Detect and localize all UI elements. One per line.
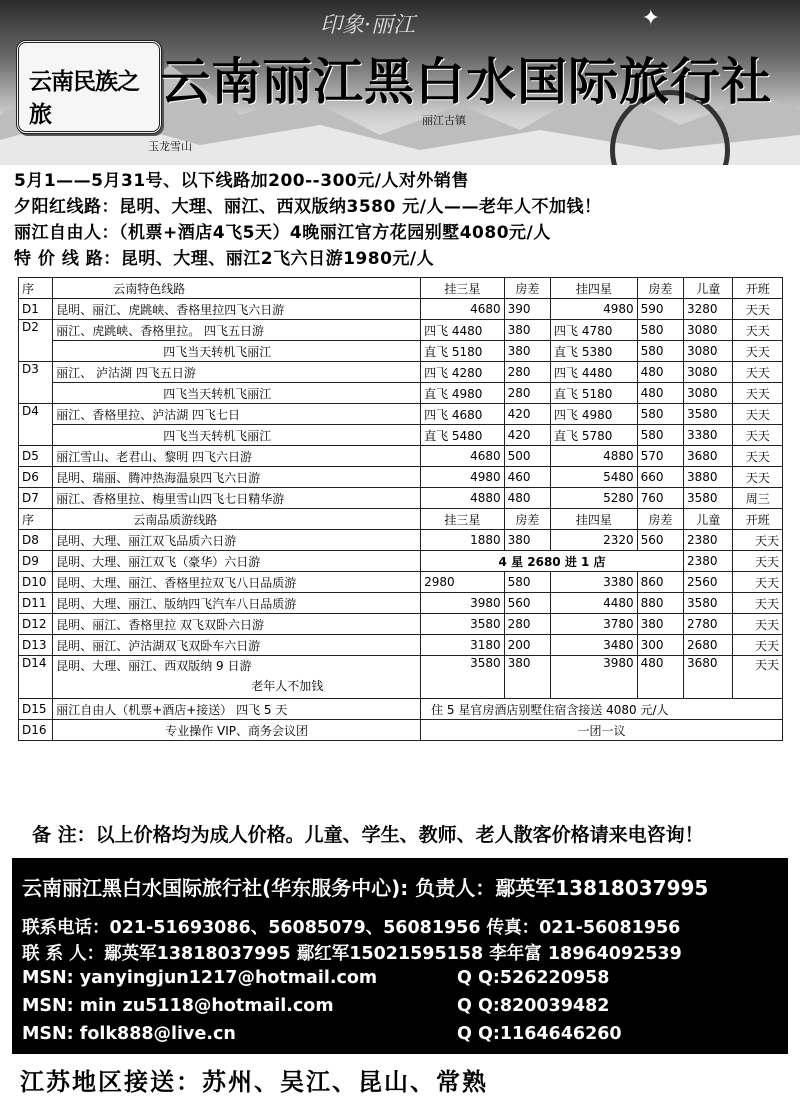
cell: 280 [504, 614, 550, 635]
cell: 560 [504, 593, 550, 614]
cell: 天天 [733, 635, 783, 656]
row-code: D16 [19, 720, 53, 741]
page-title: 云南丽江黑白水国际旅行社 [160, 52, 772, 111]
cell: 直飞 4980 [421, 383, 505, 404]
contacts-line: 联 系 人：鄢英军13818037995 鄢红军15021595158 李年富 18964092539 [22, 944, 682, 964]
row-route: 四飞当天转机飞丽江 [53, 425, 421, 446]
cell: 280 [504, 383, 550, 404]
row-code: D10 [19, 572, 53, 593]
pickup-area: 江苏地区接送：苏州、吴江、昆山、常熟 [20, 1068, 488, 1096]
remark: 备 注：以上价格均为成人价格。儿童、学生、教师、老人散客价格请来电咨询！ [32, 824, 704, 846]
table-row [19, 720, 783, 741]
cell: 5280 [551, 488, 638, 509]
cell: 天天 [733, 614, 783, 635]
cell: 天天 [733, 551, 783, 572]
cell: 590 [637, 299, 683, 320]
row-route: 昆明、丽江、泸沽湖双飞双卧车六日游 [53, 635, 421, 656]
cell: 570 [637, 446, 683, 467]
route-line: 昆明、大理、丽江、西双版纳 9 日游 [56, 659, 252, 673]
header-cell: 房差 [504, 278, 550, 299]
cell: 天天 [733, 383, 783, 404]
msn-2: MSN: min zu5118@hotmail.com [22, 996, 334, 1016]
cell: 380 [504, 530, 550, 551]
cell: 2780 [684, 614, 733, 635]
cell: 380 [504, 341, 550, 362]
cell: 3580 [421, 614, 505, 635]
header-cell: 挂四星 [551, 509, 638, 530]
cell: 380 [637, 614, 683, 635]
row-code: D2 [19, 320, 53, 362]
cell: 580 [504, 572, 550, 593]
row-code: D4 [19, 404, 53, 446]
row-route: 丽江、香格里拉、梅里雪山四飞七日精华游 [53, 488, 421, 509]
cell: 天天 [733, 425, 783, 446]
table-row [19, 614, 783, 635]
row-route: 丽江自由人（机票+酒店+接送） 四飞 5 天 [53, 699, 421, 720]
row-code: D14 [19, 656, 53, 699]
row-route: 昆明、丽江、香格里拉 双飞双卧六日游 [53, 614, 421, 635]
row-code: D7 [19, 488, 53, 509]
row-route: 昆明、大理、丽江、版纳四飞汽车八日品质游 [53, 593, 421, 614]
cell: 4 星 2680 进 1 店 [421, 551, 684, 572]
row-route: 昆明、大理、丽江双飞品质六日游 [53, 530, 421, 551]
cell: 3680 [684, 656, 733, 699]
row-route: 昆明、大理、丽江、香格里拉双飞八日品质游 [53, 572, 421, 593]
row-route: 丽江、 泸沽湖 四飞五日游 [53, 362, 421, 383]
caption-yulong: 玉龙雪山 [148, 140, 192, 153]
promo-line-1: 5月1——5月31号、以下线路加200--300元/人对外销售 [14, 171, 469, 191]
qq-1: Q Q:526220958 [457, 968, 610, 988]
header-cell: 开班 [733, 509, 783, 530]
cell: 直飞 5380 [551, 341, 638, 362]
cell: 580 [637, 425, 683, 446]
cell: 4980 [421, 467, 505, 488]
row-route: 昆明、瑞丽、腾冲热海温泉四飞六日游 [53, 467, 421, 488]
cell: 天天 [733, 530, 783, 551]
cell: 3380 [684, 425, 733, 446]
table-row [19, 572, 783, 593]
route-note: 老年人不加钱 [251, 679, 324, 693]
header-cell: 开班 [733, 278, 783, 299]
cell: 3580 [684, 404, 733, 425]
cell: 3880 [684, 467, 733, 488]
table-row [19, 362, 783, 383]
table-row [19, 593, 783, 614]
table-row [19, 446, 783, 467]
cell: 860 [637, 572, 683, 593]
table-row [19, 383, 783, 404]
cell: 四飞 4280 [421, 362, 505, 383]
cell: 5480 [551, 467, 638, 488]
cell: 4880 [421, 488, 505, 509]
cell: 3480 [551, 635, 638, 656]
table-row [19, 425, 783, 446]
table-row [19, 699, 783, 720]
cell: 3180 [421, 635, 505, 656]
cell: 760 [637, 488, 683, 509]
cell: 四飞 4680 [421, 404, 505, 425]
row-route: 四飞当天转机飞丽江 [53, 341, 421, 362]
cell: 200 [504, 635, 550, 656]
cell: 880 [637, 593, 683, 614]
cell: 四飞 4780 [551, 320, 638, 341]
row-route: 丽江雪山、老君山、黎明 四飞六日游 [53, 446, 421, 467]
cell: 4980 [551, 299, 638, 320]
table-header [19, 278, 783, 299]
header-cell: 云南品质游线路 [53, 509, 421, 530]
cell: 560 [637, 530, 683, 551]
header-cell: 房差 [637, 509, 683, 530]
qq-2: Q Q:820039482 [457, 996, 610, 1016]
cell: 280 [504, 362, 550, 383]
badge-scroll [16, 40, 162, 134]
row-code: D13 [19, 635, 53, 656]
table-row [19, 551, 783, 572]
cell: 2320 [551, 530, 638, 551]
cell: 天天 [733, 446, 783, 467]
caption-old-town: 丽江古镇 [422, 114, 466, 127]
cell: 580 [637, 320, 683, 341]
cell: 420 [504, 425, 550, 446]
cell: 住 5 星官房酒店别墅住宿含接送 4080 元/人 [421, 699, 783, 720]
cell: 四飞 4980 [551, 404, 638, 425]
row-code: D11 [19, 593, 53, 614]
cell: 3080 [684, 341, 733, 362]
table-row [19, 341, 783, 362]
qq-3: Q Q:1164646260 [457, 1024, 622, 1044]
cell: 480 [504, 488, 550, 509]
row-code: D15 [19, 699, 53, 720]
cell: 四飞 4480 [551, 362, 638, 383]
row-code: D6 [19, 467, 53, 488]
table-row [19, 467, 783, 488]
row-code: D9 [19, 551, 53, 572]
msn-1: MSN: yanyingjun1217@hotmail.com [22, 968, 378, 988]
cell: 天天 [733, 593, 783, 614]
cell: 300 [637, 635, 683, 656]
cell: 580 [637, 341, 683, 362]
cell: 4680 [421, 446, 505, 467]
cell: 480 [637, 383, 683, 404]
cell: 天天 [733, 320, 783, 341]
row-code: D12 [19, 614, 53, 635]
row-route: 昆明、丽江、虎跳峡、香格里拉四飞六日游 [53, 299, 421, 320]
cell: 500 [504, 446, 550, 467]
cell: 1880 [421, 530, 505, 551]
table-header [19, 509, 783, 530]
cell: 直飞 5180 [551, 383, 638, 404]
cell: 4880 [551, 446, 638, 467]
promo-line-4: 特 价 线 路：昆明、大理、丽江2飞六日游1980元/人 [14, 249, 435, 269]
cell: 直飞 5780 [551, 425, 638, 446]
table-row [19, 404, 783, 425]
table-row [19, 530, 783, 551]
cell: 420 [504, 404, 550, 425]
cell: 3280 [684, 299, 733, 320]
cell: 2380 [684, 551, 733, 572]
agency-line: 云南丽江黑白水国际旅行社(华东服务中心): 负责人：鄢英军13818037995 [22, 876, 709, 900]
header-banner [0, 0, 800, 165]
cell: 3680 [684, 446, 733, 467]
row-code: D8 [19, 530, 53, 551]
cell: 天天 [733, 299, 783, 320]
cell: 380 [504, 656, 550, 699]
cell: 3580 [684, 593, 733, 614]
phone-line: 联系电话：021-51693086、56085079、56081956 传真：021-56081956 [22, 918, 681, 938]
cell: 2980 [421, 572, 505, 593]
cell: 3080 [684, 383, 733, 404]
header-cell: 儿童 [684, 278, 733, 299]
table-row [19, 488, 783, 509]
cell: 3380 [551, 572, 638, 593]
cell: 3080 [684, 320, 733, 341]
cell: 3580 [421, 656, 505, 699]
cell: 2380 [684, 530, 733, 551]
header-cell: 挂三星 [421, 278, 505, 299]
row-code: D5 [19, 446, 53, 467]
slogan: 印象·丽江 [320, 13, 415, 38]
cell: 460 [504, 467, 550, 488]
cell: 2680 [684, 635, 733, 656]
header-cell: 序 [19, 278, 53, 299]
cell: 四飞 4480 [421, 320, 505, 341]
cell: 3580 [684, 488, 733, 509]
cell: 周三 [733, 488, 783, 509]
cell: 3780 [551, 614, 638, 635]
cell: 580 [637, 404, 683, 425]
badge-text: 云南民族之旅 [29, 68, 139, 128]
header-cell: 房差 [637, 278, 683, 299]
row-code: D1 [19, 299, 53, 320]
header-cell: 云南特色线路 [53, 278, 421, 299]
msn-3: MSN: folk888@live.cn [22, 1024, 236, 1044]
header-cell: 房差 [504, 509, 550, 530]
row-route: 四飞当天转机飞丽江 [53, 383, 421, 404]
cell: 480 [637, 656, 683, 699]
table-row [19, 656, 783, 699]
cell: 天天 [733, 572, 783, 593]
row-route [53, 656, 421, 699]
promo-line-2: 夕阳红线路：昆明、大理、丽江、西双版纳3580 元/人——老年人不加钱！ [14, 197, 602, 217]
cell: 一团一议 [421, 720, 783, 741]
cell: 天天 [733, 341, 783, 362]
cell: 390 [504, 299, 550, 320]
cell: 直飞 5480 [421, 425, 505, 446]
cell: 直飞 5180 [421, 341, 505, 362]
table-row [19, 320, 783, 341]
row-route: 专业操作 VIP、商务会议团 [53, 720, 421, 741]
row-code: D3 [19, 362, 53, 404]
cell: 380 [504, 320, 550, 341]
cell: 3980 [421, 593, 505, 614]
cell: 3080 [684, 362, 733, 383]
price-table [18, 277, 783, 741]
cell: 天天 [733, 404, 783, 425]
cell: 2560 [684, 572, 733, 593]
contact-panel [12, 858, 788, 1054]
header-cell: 儿童 [684, 509, 733, 530]
cell: 天天 [733, 362, 783, 383]
table-row [19, 635, 783, 656]
row-route: 丽江、香格里拉、泸沽湖 四飞七日 [53, 404, 421, 425]
header-cell: 挂四星 [551, 278, 638, 299]
table-row [19, 299, 783, 320]
row-route: 昆明、大理、丽江双飞（豪华）六日游 [53, 551, 421, 572]
header-cell: 挂三星 [421, 509, 505, 530]
cell: 660 [637, 467, 683, 488]
header-cell: 序 [19, 509, 53, 530]
cell: 4480 [551, 593, 638, 614]
cell: 天天 [733, 656, 783, 699]
cell: 天天 [733, 467, 783, 488]
row-route: 丽江、虎跳峡、香格里拉。 四飞五日游 [53, 320, 421, 341]
cell: 4680 [421, 299, 505, 320]
cell: 480 [637, 362, 683, 383]
promo-line-3: 丽江自由人：（机票+酒店4飞5天）4晚丽江官方花园别墅4080元/人 [14, 223, 551, 243]
sparkle-icon: ✦ [641, 6, 660, 31]
cell: 3980 [551, 656, 638, 699]
